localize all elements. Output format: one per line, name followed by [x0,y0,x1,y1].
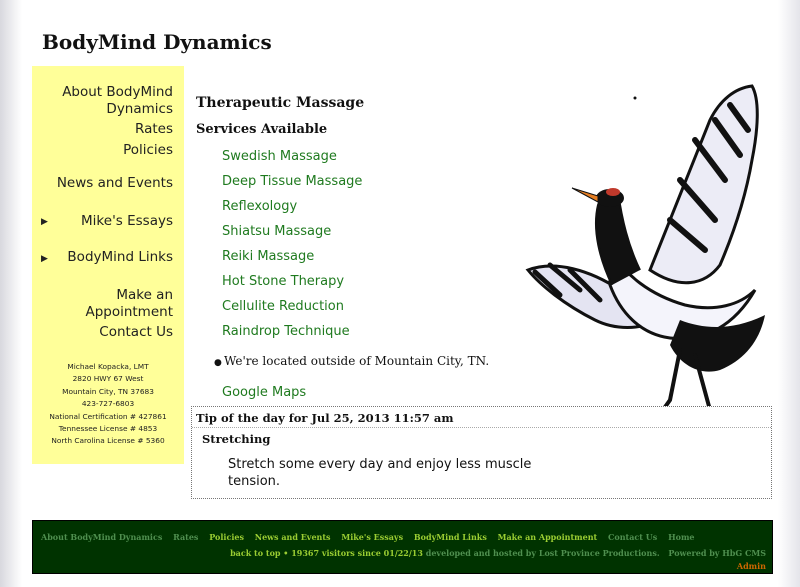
nav-mikes-essays[interactable]: Mike's Essays [81,213,173,229]
location-text: We're located outside of Mountain City, TN. [224,354,490,368]
footer-link-about[interactable]: About BodyMind Dynamics [41,532,163,542]
nav-about[interactable]: About BodyMind Dynamics [62,84,173,117]
contact-nc-license: North Carolina License # 5360 [51,436,165,446]
service-link-hot-stone[interactable]: Hot Stone Therapy [222,274,345,289]
triangle-right-icon: ▶ [41,254,48,264]
triangle-right-icon: ▶ [41,217,48,227]
contact-phone: 423-727-6803 [81,399,135,409]
back-to-top-link[interactable]: back to top [230,548,281,558]
footer-link-contact[interactable]: Contact Us [608,532,658,542]
service-link-shiatsu[interactable]: Shiatsu Massage [222,224,332,239]
nav-make-appointment[interactable]: Make an Appointment [85,287,173,320]
sidebar [32,66,184,464]
contact-tn-license: Tennessee License # 4853 [58,424,158,434]
footer-info-line [230,548,766,558]
tip-body: Stretch some every day and enjoy less muscle tension. [228,457,532,489]
tip-divider [192,427,771,428]
google-maps-link[interactable]: Google Maps [222,385,307,400]
nav-policies[interactable]: Policies [123,142,173,158]
footer-link-essays[interactable]: Mike's Essays [341,532,404,542]
visitor-count: • 19367 visitors since 01/22/13 [283,548,423,558]
contact-info [32,361,184,448]
site-title: BodyMind Dynamics [42,30,272,54]
contact-name: Michael Kopacka, LMT [67,362,149,371]
nav-bodymind-links[interactable]: BodyMind Links [67,249,173,265]
footer [32,520,773,574]
admin-link[interactable]: Admin [736,561,766,571]
footer-nav [33,532,772,542]
contact-national-cert: National Certification # 427861 [49,411,167,421]
nav-news-events[interactable]: News and Events [56,175,173,191]
footer-link-news[interactable]: News and Events [254,532,331,542]
service-link-reflexology[interactable]: Reflexology [222,199,298,214]
tip-header: Tip of the day for Jul 25, 2013 11:57 am [196,411,454,425]
page-heading: Therapeutic Massage [196,95,365,111]
footer-link-links[interactable]: BodyMind Links [413,532,487,542]
nav-rates[interactable]: Rates [135,121,173,137]
service-link-reiki[interactable]: Reiki Massage [222,249,315,264]
tip-title: Stretching [202,432,271,446]
bullet-icon: ● [214,358,222,368]
service-link-raindrop[interactable]: Raindrop Technique [222,324,350,339]
service-link-swedish[interactable]: Swedish Massage [222,149,337,164]
contact-address: 2820 HWY 67 West [72,374,144,384]
tip-of-day-box [191,406,772,499]
footer-link-home[interactable]: Home [668,532,695,542]
services-heading: Services Available [196,122,328,137]
contact-city: Mountain City, TN 37683 [62,386,154,396]
powered-by-link[interactable]: Powered by HbG CMS [668,548,766,558]
service-link-deep-tissue[interactable]: Deep Tissue Massage [222,174,363,189]
crane-illustration [520,80,770,460]
service-link-cellulite[interactable]: Cellulite Reduction [222,299,344,314]
nav-contact-us[interactable]: Contact Us [99,324,173,340]
location-bullet [214,354,489,368]
footer-link-policies[interactable]: Policies [209,532,244,542]
developer-credit-link[interactable]: developed and hosted by Lost Province Productions. [425,548,660,558]
footer-link-rates[interactable]: Rates [173,532,199,542]
footer-link-appointment[interactable]: Make an Appointment [497,532,598,542]
